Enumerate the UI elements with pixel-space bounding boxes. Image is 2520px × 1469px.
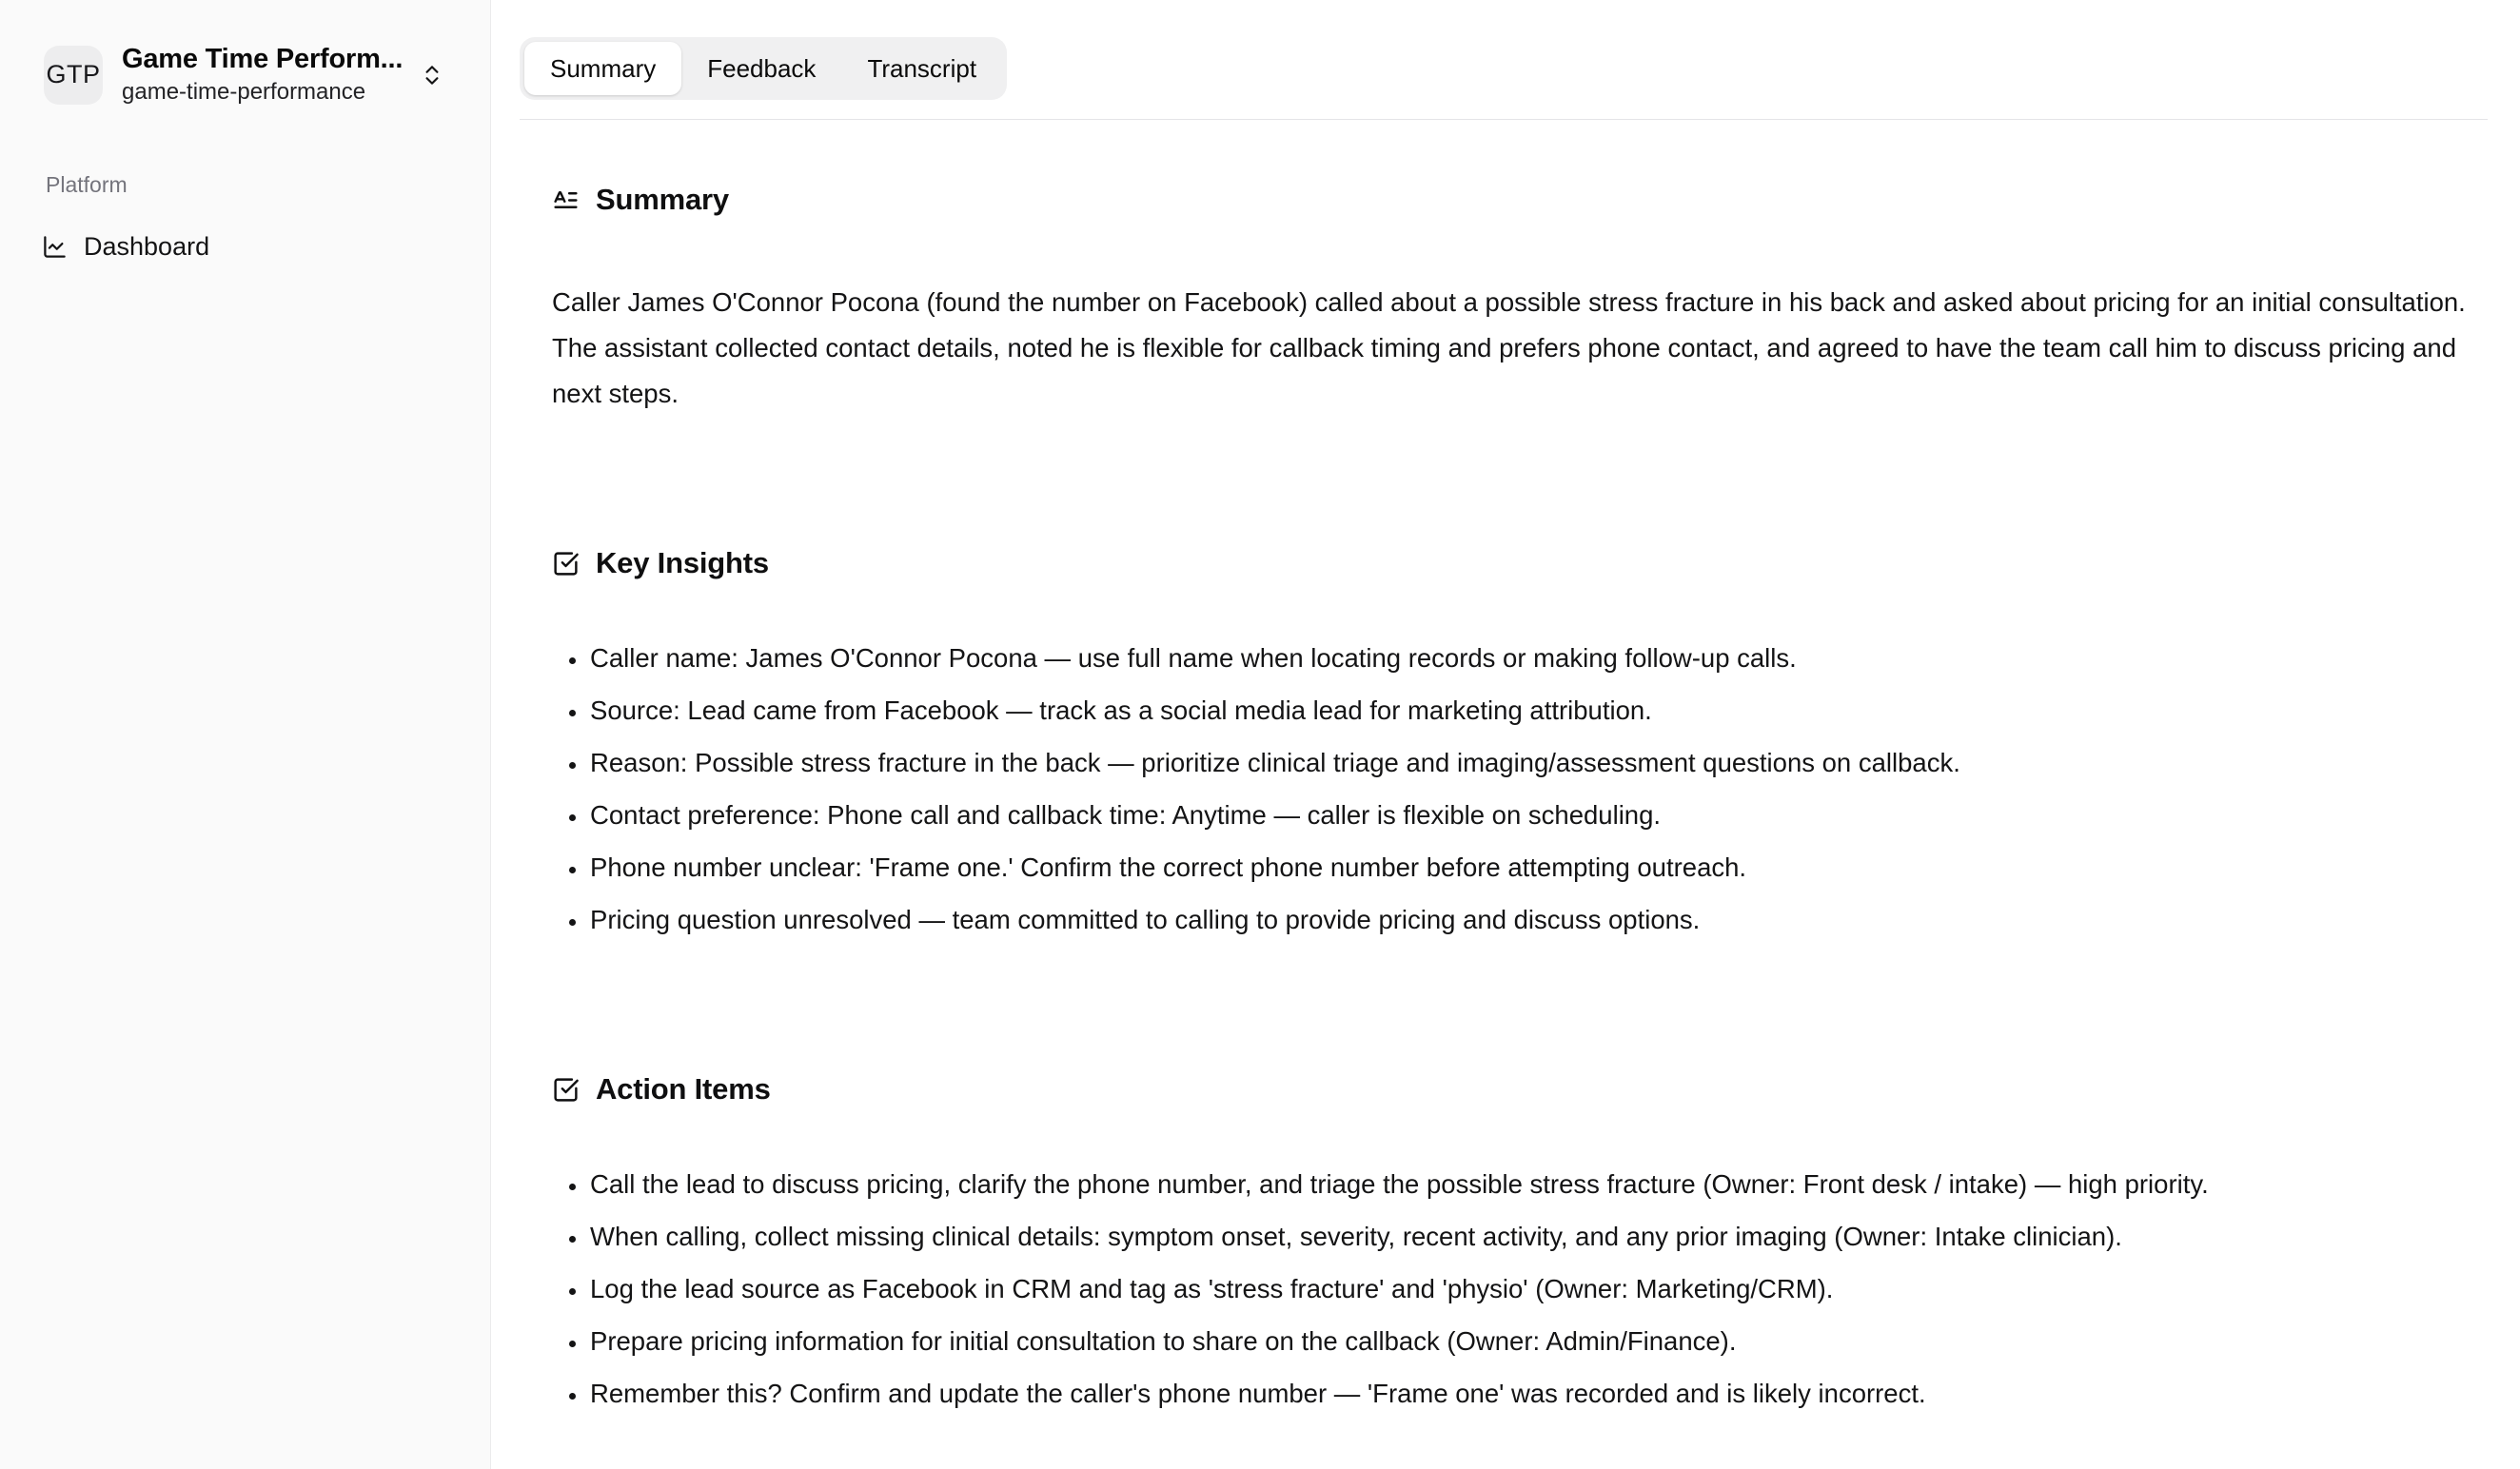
action-items-section (552, 1070, 2467, 1417)
team-initials: GTP (46, 60, 101, 88)
square-check-icon (552, 1076, 580, 1104)
list-item: • Prepare pricing information for initial consultation to share on the callback (Owner: Admin/Finance). (588, 1319, 2467, 1364)
action-items-list (552, 1162, 2467, 1417)
action-items-heading (552, 1070, 2467, 1108)
list-item: • Call the lead to discuss pricing, clarify the phone number, and triage the possible stress fracture (Owner: Front desk / intake) — high priority. (588, 1162, 2467, 1207)
team-slug: game-time-performance (122, 79, 366, 105)
tab-summary[interactable]: Summary (524, 42, 681, 95)
summary-section (552, 181, 2467, 417)
team-name: Game Time Perform... (122, 44, 404, 74)
letter-text-icon (552, 186, 580, 214)
key-insights-heading-label: Key Insights (596, 546, 769, 579)
team-text (122, 44, 403, 106)
tabs-row (491, 0, 2520, 100)
action-items-heading-label: Action Items (596, 1072, 771, 1106)
key-insights-list (552, 636, 2467, 943)
team-switcher[interactable] (44, 44, 467, 106)
list-item: • Contact preference: Phone call and callback time: Anytime — caller is flexible on scheduling. (588, 793, 2467, 838)
tab-feedback[interactable]: Feedback (707, 53, 817, 83)
key-insights-heading (552, 544, 2467, 582)
chart-line-icon (42, 234, 68, 260)
list-item: • Phone number unclear: 'Frame one.' Confirm the correct phone number before attempting outreach. (588, 845, 2467, 891)
sidebar-item-label: Dashboard (84, 232, 210, 261)
team-avatar (44, 46, 103, 105)
main-content (491, 0, 2520, 1417)
square-check-icon (552, 550, 580, 578)
sidebar (0, 0, 491, 1469)
chevrons-up-down-icon (420, 63, 444, 88)
list-item: • Pricing question unresolved — team committed to calling to provide pricing and discuss options. (588, 897, 2467, 943)
summary-tab-panel (491, 120, 2520, 1417)
list-item: • Remember this? Confirm and update the caller's phone number — 'Frame one' was recorded and is likely incorrect. (588, 1371, 2467, 1417)
tab-transcript[interactable]: Transcript (867, 53, 977, 83)
tabs-list (520, 37, 1007, 100)
list-item: • Source: Lead came from Facebook — track as a social media lead for marketing attribution. (588, 688, 2467, 734)
summary-heading (552, 181, 2467, 219)
summary-paragraph: Caller James O'Connor Pocona (found the number on Facebook) called about a possible stress fracture in his back and asked about pricing for an initial consultation. The assistant collected contact details, noted he is flexible for callback timing and prefers phone contact, and agreed to have the team call him to discuss pricing and next steps. (552, 287, 2466, 408)
key-insights-section (552, 544, 2467, 943)
list-item: • When calling, collect missing clinical details: symptom onset, severity, recent activity, and any prior imaging (Owner: Intake clinician). (588, 1214, 2467, 1260)
list-item: • Caller name: James O'Connor Pocona — use full name when locating records or making follow-up calls. (588, 636, 2467, 681)
list-item: • Reason: Possible stress fracture in the back — prioritize clinical triage and imaging/assessment questions on callback. (588, 740, 2467, 786)
sidebar-section-label: Platform (46, 172, 128, 197)
list-item: • Log the lead source as Facebook in CRM and tag as 'stress fracture' and 'physio' (Owner: Marketing/CRM). (588, 1266, 2467, 1312)
summary-heading-label: Summary (596, 183, 729, 216)
sidebar-item-dashboard[interactable] (42, 230, 471, 264)
